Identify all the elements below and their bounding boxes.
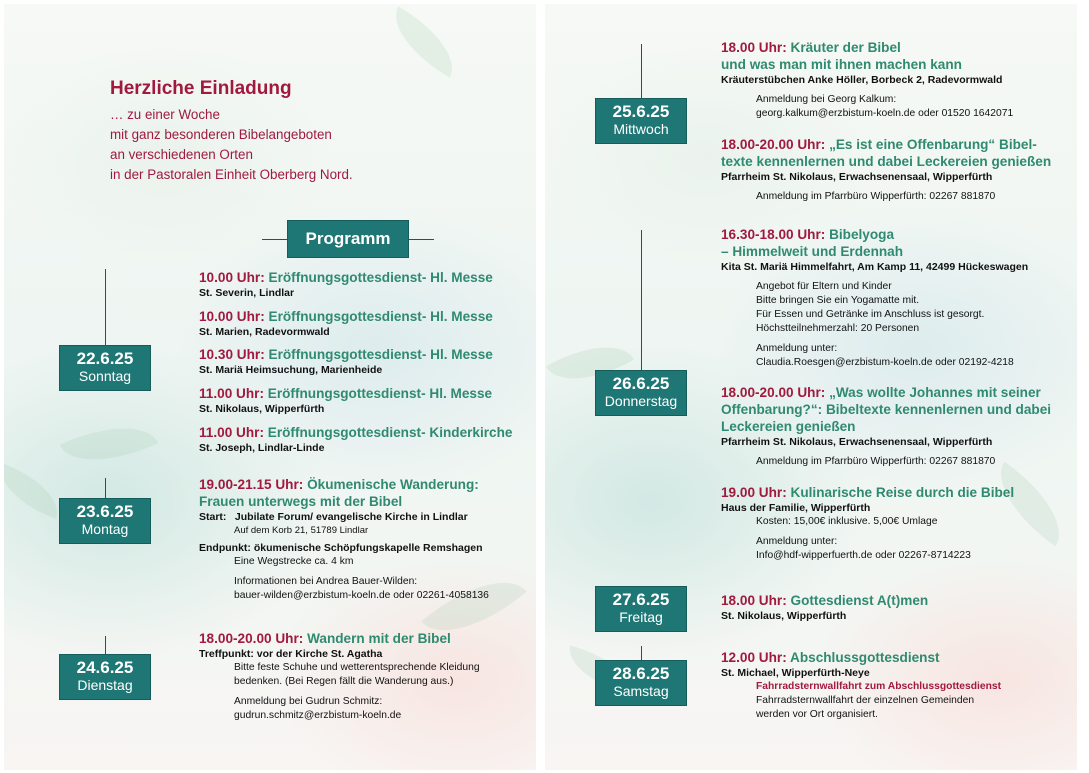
date-badge-mittwoch [595, 98, 687, 144]
event-time: 11.00 Uhr: [199, 386, 264, 401]
event-title: Kräuter der Bibel [790, 40, 901, 55]
event-location: St. Michael, Wipperfürth-Neye [721, 667, 870, 679]
event-wed-2 [721, 136, 1051, 204]
date-badge-sonntag [59, 345, 151, 391]
event-title: Ökumenische Wanderung: [307, 477, 479, 492]
event-time: 18.00-20.00 Uhr: [721, 137, 826, 152]
event-note: Fahrradsternwallfahrt der einzelnen Gemeinden [756, 695, 975, 706]
event-location: St. Severin, Lindlar [199, 287, 295, 299]
weekday-label: Samstag [613, 683, 669, 699]
event-time: 12.00 Uhr: [721, 650, 787, 665]
event-time: 18.00-20.00 Uhr: [721, 385, 826, 400]
event-title-line2: – Himmelweit und Erdennah [721, 244, 904, 259]
weekday-label: Dienstag [77, 677, 133, 693]
event-title: Eröffnungsgottesdienst- Hl. Messe [268, 309, 493, 324]
weekday-label: Donnerstag [604, 393, 678, 409]
event-sun-4 [199, 385, 492, 416]
event-sun-5 [199, 424, 512, 455]
highlight-note: Fahrradsternwallfahrt zum Abschlussgottesdienst [756, 681, 1002, 692]
timeline-connector [641, 646, 642, 660]
event-wed-1 [721, 39, 1013, 121]
event-time: 19.00 Uhr: [721, 485, 787, 500]
date-label: 28.6.25 [612, 664, 670, 683]
event-title: Eröffnungsgottesdienst- Hl. Messe [268, 270, 493, 285]
weekday-label: Sonntag [78, 368, 132, 384]
registration: Anmeldung im Pfarrbüro Wipperfürth: 02267 881870 [756, 191, 996, 202]
leaf-decoration [60, 407, 158, 481]
event-time: 11.00 Uhr: [199, 425, 264, 440]
event-tue [199, 630, 480, 723]
date-badge-freitag [595, 586, 687, 632]
programm-label: Programm [287, 220, 409, 258]
info-contact-details: bauer-wilden@erzbistum-koeln.de oder 02261-4058136 [234, 590, 489, 601]
event-note: Höchstteilnehmerzahl: 20 Personen [756, 323, 920, 334]
intro-line: in der Pastoralen Einheit Oberberg Nord. [110, 167, 353, 182]
event-note: Angebot für Eltern und Kinder [756, 281, 892, 292]
date-badge-montag [59, 498, 151, 544]
date-label: 24.6.25 [76, 658, 134, 677]
registration: Anmeldung unter: [756, 343, 838, 354]
timeline-connector [105, 636, 106, 654]
event-location: St. Nikolaus, Wipperfürth [199, 403, 325, 415]
date-label: 22.6.25 [76, 349, 134, 368]
event-location: Kräuterstübchen Anke Höller, Borbeck 2, Radevormwald [721, 74, 1003, 86]
event-title: Abschlussgottesdienst [790, 650, 940, 665]
date-badge-samstag [595, 660, 687, 706]
info-contact: Informationen bei Andrea Bauer-Wilden: [234, 576, 418, 587]
event-location: Haus der Familie, Wipperfürth [721, 502, 871, 514]
event-location: St. Nikolaus, Wipperfürth [721, 610, 847, 622]
event-location: St. Mariä Heimsuchung, Marienheide [199, 364, 383, 376]
registration: Anmeldung im Pfarrbüro Wipperfürth: 02267 881870 [756, 456, 996, 467]
event-note: Bitte feste Schuhe und wetterentsprechende Kleidung [234, 662, 480, 673]
timeline-connector [641, 44, 642, 98]
event-title-line2: Frauen unterwegs mit der Bibel [199, 494, 403, 509]
event-title: Eröffnungsgottesdienst- Kinderkirche [267, 425, 513, 440]
event-time: 19.00-21.15 Uhr: [199, 477, 304, 492]
event-title: Eröffnungsgottesdienst- Hl. Messe [267, 386, 493, 401]
event-note: werden vor Ort organisiert. [756, 709, 878, 720]
event-title: Eröffnungsgottesdienst- Hl. Messe [268, 347, 493, 362]
event-location: Pfarrheim St. Nikolaus, Erwachsenensaal, Wipperfürth [721, 436, 993, 448]
event-location: St. Joseph, Lindlar-Linde [199, 442, 325, 454]
event-thu-3 [721, 484, 1014, 563]
leaf-decoration [380, 6, 467, 77]
event-title: Wandern mit der Bibel [307, 631, 451, 646]
event-title: „Es ist eine Offenbarung“ Bibel- [829, 137, 1037, 152]
event-time: 16.30-18.00 Uhr: [721, 227, 826, 242]
right-page [545, 4, 1077, 770]
registration-contact: Claudia.Roesgen@erzbistum-koeln.de oder 02192-4218 [756, 357, 1014, 368]
timeline-connector [641, 230, 642, 370]
invitation-heading: Herzliche Einladung [110, 78, 292, 99]
event-time: 10.00 Uhr: [199, 309, 265, 324]
event-thu-1 [721, 226, 1028, 370]
registration: Anmeldung unter: [756, 536, 838, 547]
left-page [4, 4, 536, 770]
event-time: 18.00 Uhr: [721, 40, 787, 55]
event-title-line2: und was man mit ihnen machen kann [721, 57, 962, 72]
event-title: Bibelyoga [829, 227, 895, 242]
event-time: 10.30 Uhr: [199, 347, 265, 362]
event-note: Bitte bringen Sie ein Yogamatte mit. [756, 295, 920, 306]
weekday-label: Freitag [619, 609, 663, 625]
divider-line [262, 239, 287, 240]
date-label: 27.6.25 [612, 590, 670, 609]
registration-contact: georg.kalkum@erzbistum-koeln.de oder 01520 1642071 [756, 108, 1014, 119]
event-title: Gottesdienst A(t)men [790, 593, 929, 608]
start-address: Auf dem Korb 21, 51789 Lindlar [234, 525, 369, 536]
event-note: bedenken. (Bei Regen fällt die Wanderung aus.) [234, 676, 454, 687]
date-badge-dienstag [59, 654, 151, 700]
registration: Anmeldung bei Georg Kalkum: [756, 94, 897, 105]
event-sat [721, 649, 1001, 722]
event-title-line3: Leckereien genießen [721, 419, 856, 434]
registration: Anmeldung bei Gudrun Schmitz: [234, 696, 383, 707]
event-sun-1 [199, 269, 493, 300]
date-label: 25.6.25 [612, 102, 670, 121]
event-location: Kita St. Mariä Himmelfahrt, Am Kamp 11, 42499 Hückeswagen [721, 261, 1029, 273]
event-title-line2: Offenbarung?“: Bibeltexte kennenlernen und dabei [721, 402, 1052, 417]
date-label: 23.6.25 [76, 502, 134, 521]
event-time: 10.00 Uhr: [199, 270, 265, 285]
event-thu-2 [721, 384, 1051, 469]
event-sun-3 [199, 346, 493, 377]
intro-line: mit ganz besonderen Bibelangeboten [110, 127, 332, 142]
intro-line: an verschiedenen Orten [110, 147, 253, 162]
timeline-connector [105, 269, 106, 345]
event-title: „Was wollte Johannes mit seiner [829, 385, 1041, 400]
event-time: 18.00 Uhr: [721, 593, 787, 608]
event-title-line2: texte kennenlernen und dabei Leckereien genießen [721, 154, 1052, 169]
event-mon [199, 476, 489, 603]
timeline-connector [105, 478, 106, 498]
meeting-point: Treffpunkt: vor der Kirche St. Agatha [199, 648, 383, 660]
date-badge-donnerstag [595, 370, 687, 416]
distance: Eine Wegstrecke ca. 4 km [234, 556, 354, 567]
invitation-text [110, 105, 353, 185]
registration-contact: Info@hdf-wipperfuerth.de oder 02267-8714223 [756, 550, 971, 561]
event-title: Kulinarische Reise durch die Bibel [790, 485, 1015, 500]
event-cost: Kosten: 15,00€ inklusive. 5,00€ Umlage [756, 516, 938, 527]
weekday-label: Montag [81, 521, 129, 537]
event-note: Für Essen und Getränke im Anschluss ist gesorgt. [756, 309, 985, 320]
event-fri [721, 592, 928, 623]
event-time: 18.00-20.00 Uhr: [199, 631, 304, 646]
registration-contact: gudrun.schmitz@erzbistum-koeln.de [234, 710, 402, 721]
start-location: Jubilate Forum/ evangelische Kirche in Lindlar [234, 511, 468, 523]
event-location: Pfarrheim St. Nikolaus, Erwachsenensaal, Wipperfürth [721, 171, 993, 183]
weekday-label: Mittwoch [613, 121, 669, 137]
intro-line: … zu einer Woche [110, 107, 220, 122]
event-location: St. Marien, Radevormwald [199, 326, 330, 338]
date-label: 26.6.25 [612, 374, 670, 393]
event-sun-2 [199, 308, 493, 339]
divider-line [409, 239, 434, 240]
end-location: Endpunkt: ökumenische Schöpfungskapelle Remshagen [199, 542, 483, 554]
start-label: Start: [199, 511, 227, 523]
